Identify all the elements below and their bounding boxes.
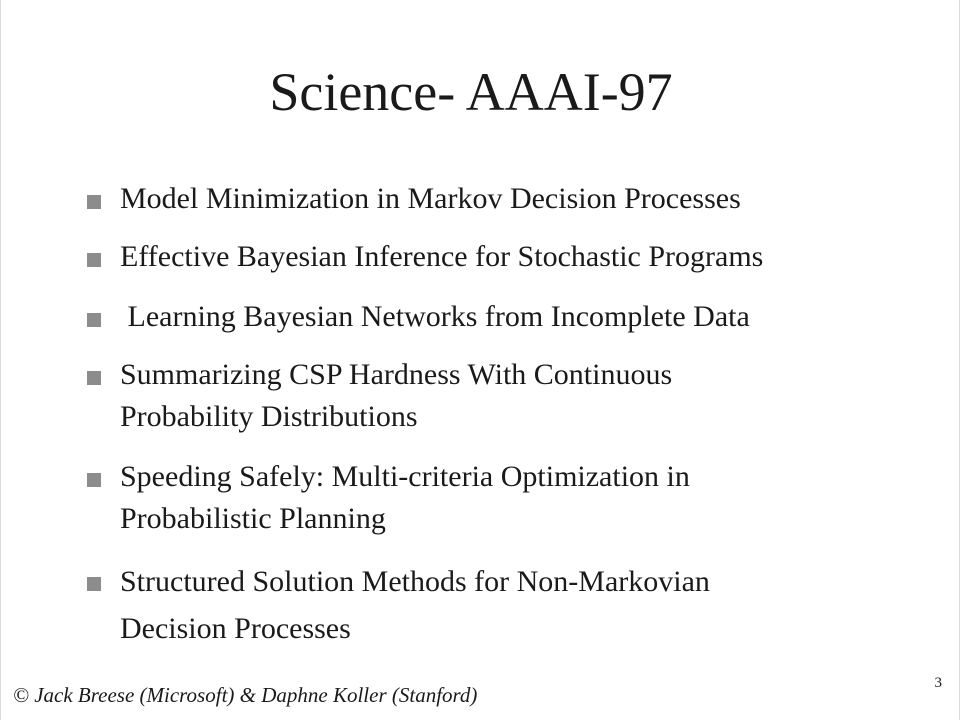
- square-bullet-icon: [87, 577, 101, 591]
- bullet-line: Summarizing CSP Hardness With Continuous: [120, 358, 673, 391]
- square-bullet-icon: [87, 371, 101, 385]
- bullet-item: [87, 354, 937, 438]
- bullet-item: [87, 456, 937, 540]
- bullet-line: Effective Bayesian Inference for Stochastic Programs: [120, 240, 764, 273]
- square-bullet-icon: [87, 253, 101, 267]
- bullet-list: [87, 178, 937, 652]
- bullet-line: Model Minimization in Markov Decision Processes: [120, 182, 741, 215]
- bullet-item: [87, 236, 937, 278]
- bullet-item: [87, 296, 937, 338]
- square-bullet-icon: [87, 195, 101, 209]
- bullet-item: [87, 178, 937, 220]
- square-bullet-icon: [87, 473, 101, 487]
- square-bullet-icon: [87, 313, 101, 327]
- bullet-line: Speeding Safely: Multi-criteria Optimization in: [120, 460, 690, 493]
- bullet-item: [87, 558, 937, 652]
- page-number: 3: [934, 675, 942, 691]
- bullet-line: Probabilistic Planning: [120, 502, 386, 535]
- bullet-line: Learning Bayesian Networks from Incomplete Data: [120, 300, 750, 333]
- slide-title: Science- AAAI-97: [269, 62, 673, 122]
- bullet-line: Probability Distributions: [120, 400, 418, 433]
- slide-footer: © Jack Breese (Microsoft) & Daphne Koller (Stanford): [13, 683, 478, 707]
- bullet-line: Decision Processes: [120, 612, 351, 645]
- bullet-line: Structured Solution Methods for Non-Markovian: [120, 565, 710, 598]
